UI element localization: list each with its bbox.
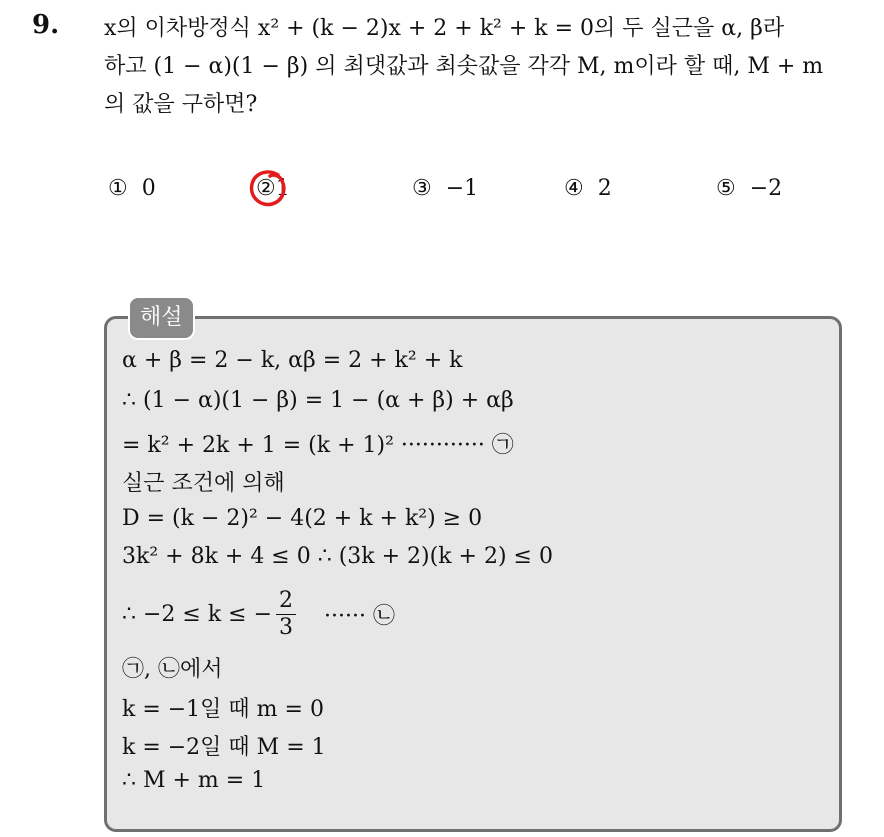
red-circle-mark-icon — [247, 167, 289, 209]
choice-value: 1 — [275, 176, 290, 201]
solution-line: = k² + 2k + 1 = (k + 1)² ············ ㉠ — [122, 433, 514, 458]
choice-mark: ② — [256, 176, 276, 201]
question-line: 하고 (1 − α)(1 − β) 의 최댓값과 최솟값을 각각 M, m이라 할 때, M + m — [104, 54, 824, 79]
question-line: x의 이차방정식 x² + (k − 2)x + 2 + k² + k = 0의 두 실근을 α, β라 — [104, 16, 785, 41]
solution-line-fraction — [122, 584, 395, 644]
choice-3[interactable] — [412, 176, 478, 201]
choice-value: 2 — [597, 176, 612, 201]
question-number: 9. — [32, 10, 60, 40]
question-text — [104, 10, 874, 124]
solution-line: 실근 조건에 의해 — [122, 471, 285, 496]
fraction-numerator: 2 — [276, 588, 296, 615]
choice-5[interactable] — [716, 176, 782, 201]
fraction — [276, 588, 296, 641]
question-line: 의 값을 구하면? — [104, 92, 258, 117]
fraction-denominator: 3 — [279, 614, 294, 640]
answer-choices — [104, 176, 864, 216]
choice-mark: ④ — [564, 176, 584, 201]
solution-line: ㉠, ㉡에서 — [122, 657, 223, 682]
solution-line: ∴ −2 ≤ k ≤ − — [122, 601, 273, 627]
choice-mark: ⑤ — [716, 176, 736, 201]
choice-mark: ① — [108, 176, 128, 201]
solution-line: α + β = 2 − k, αβ = 2 + k² + k — [122, 348, 463, 373]
solution-line: ∴ M + m = 1 — [122, 768, 266, 793]
solution-line: D = (k − 2)² − 4(2 + k + k²) ≥ 0 — [122, 506, 483, 531]
choice-mark: ③ — [412, 176, 432, 201]
solution-line: ∴ (1 − α)(1 − β) = 1 − (α + β) + αβ — [122, 388, 514, 413]
choice-value: 0 — [141, 176, 156, 201]
solution-line: k = −1일 때 m = 0 — [122, 697, 324, 722]
choice-2[interactable] — [256, 176, 290, 201]
solution-line: k = −2일 때 M = 1 — [122, 735, 326, 760]
solution-line-tail: ······ ㉡ — [324, 603, 395, 629]
choice-value: −2 — [749, 176, 783, 201]
choice-value: −1 — [445, 176, 479, 201]
solution-tag: 해설 — [128, 296, 195, 340]
solution-line: 3k² + 8k + 4 ≤ 0 ∴ (3k + 2)(k + 2) ≤ 0 — [122, 544, 553, 569]
choice-4[interactable] — [564, 176, 612, 201]
choice-1[interactable] — [108, 176, 156, 201]
